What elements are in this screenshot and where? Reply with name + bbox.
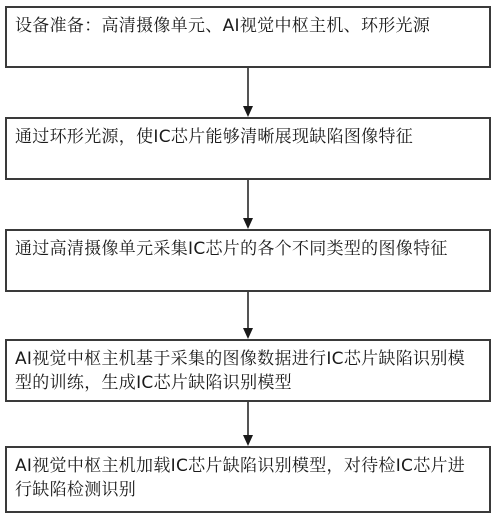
step-text: 通过环形光源，使IC芯片能够清晰展现缺陷图像特征 [15,127,414,147]
step-text: AI视觉中枢主机基于采集的图像数据进行IC芯片缺陷识别模型的训练，生成IC芯片缺陷识别模型 [15,349,465,393]
step-text: 设备准备：高清摄像单元、AI视觉中枢主机、环形光源 [15,16,431,36]
down-arrow-icon [243,180,253,229]
step-text: AI视觉中枢主机加载IC芯片缺陷识别模型，对待检IC芯片进行缺陷检测识别 [15,456,466,500]
down-arrow-icon [243,402,253,446]
step-text: 通过高清摄像单元采集IC芯片的各个不同类型的图像特征 [15,239,448,259]
down-arrow-icon [243,292,253,339]
down-arrow-icon [243,68,253,117]
